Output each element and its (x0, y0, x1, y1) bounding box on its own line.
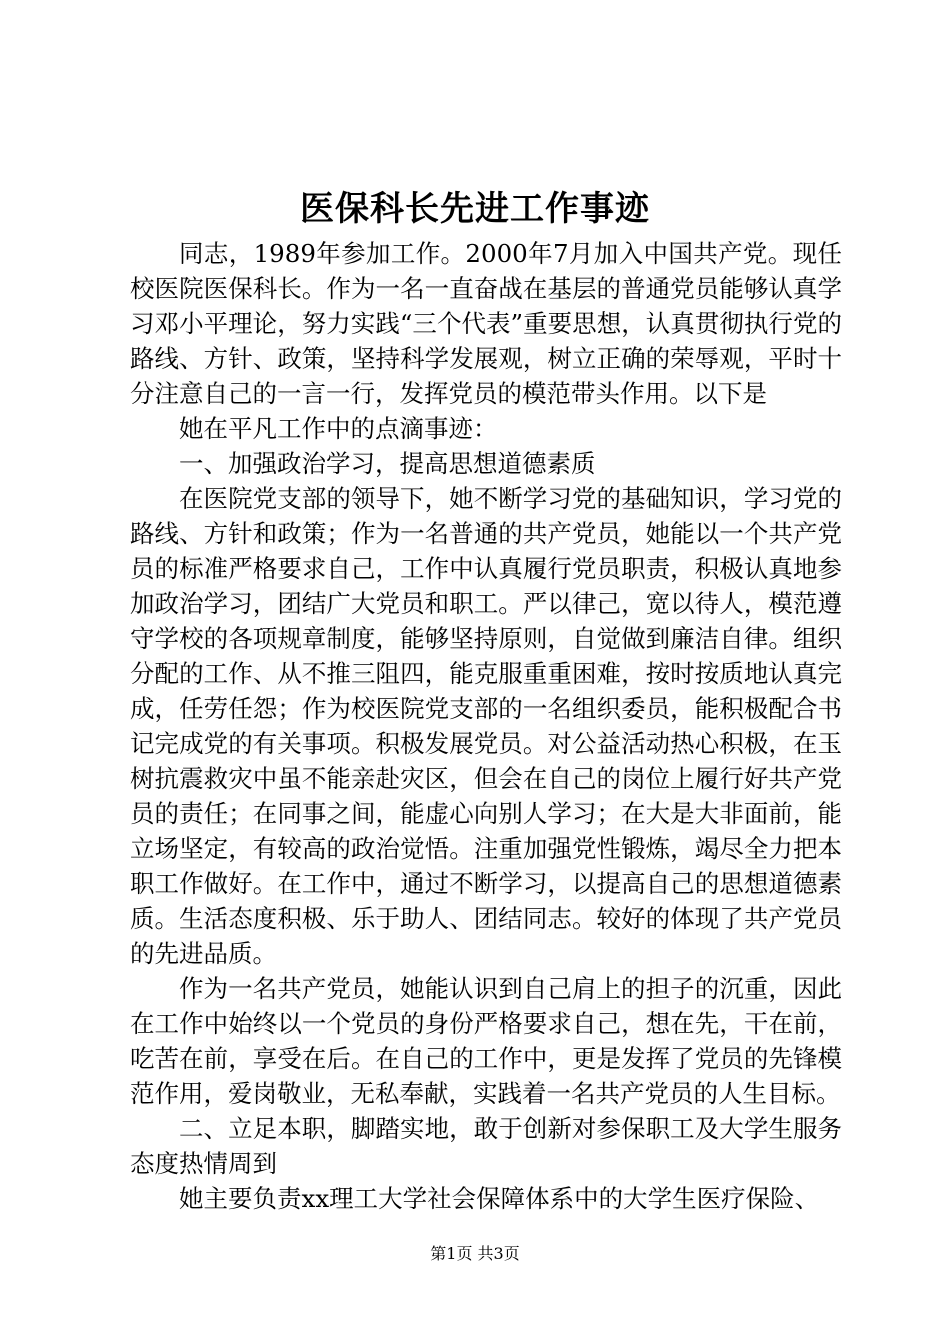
paragraph-intro: 同志，1989年参加工作。2000年7月加入中国共产党。现任校医院医保科长。作为一名一直奋战在基层的普通党员能够认真学习邓小平理论，努力实践“三个代表”重要思想，认真贯彻执行党的路线、方针、政策，坚持科学发展观，树立正确的荣辱观，平时十分注意自己的一言一行，发挥党员的模范带头作用。以下是 (130, 239, 842, 408)
document-title: 医保科长先进工作事迹 (300, 189, 650, 229)
paragraph-section-1b: 作为一名共产党员，她能认识到自己肩上的担子的沉重，因此在工作中始终以一个党员的身份严格要求自己，想在先，干在前，吃苦在前，享受在后。在自己的工作中，更是发挥了党员的先锋模范作用，爱岗敬业，无私奉献，实践着一名共产党员的人生目标。 (130, 974, 842, 1108)
section-heading-1: 一、加强政治学习，提高思想道德素质 (179, 449, 596, 478)
paragraph-section-2: 她主要负责xx理工大学社会保障体系中的大学生医疗保险、 (179, 1184, 820, 1213)
page-footer: 第1页 共3页 (430, 1244, 520, 1263)
paragraph-section-1: 在医院党支部的领导下，她不断学习党的基础知识，学习党的路线、方针和政策；作为一名普通的共产党员，她能以一个共产党员的标准严格要求自己，工作中认真履行党员职责，积极认真地参加政治学习，团结广大党员和职工。严以律己，宽以待人，模范遵守学校的各项规章制度，能够坚持原则，自觉做到廉洁自律。组织分配的工作、从不推三阻四，能克服重重困难，按时按质地认真完成，任劳任怨；作为校医院党支部的一名组织委员，能积极配合书记完成党的有关事项。积极发展党员。对公益活动热心积极，在玉树抗震救灾中虽不能亲赴灾区，但会在自己的岗位上履行好共产党员的责任；在同事之间，能虚心向别人学习；在大是大非面前，能立场坚定，有较高的政治觉悟。注重加强党性锻炼，竭尽全力把本职工作做好。在工作中，通过不断学习，以提高自己的思想道德素质。生活态度积极、乐于助人、团结同志。较好的体现了共产党员的先进品质。 (130, 484, 842, 968)
document-body (130, 236, 842, 1216)
section-heading-2: 二、立足本职，脚踏实地，敢于创新对参保职工及大学生服务态度热情周到 (130, 1114, 842, 1178)
paragraph-lead: 她在平凡工作中的点滴事迹： (179, 414, 498, 443)
